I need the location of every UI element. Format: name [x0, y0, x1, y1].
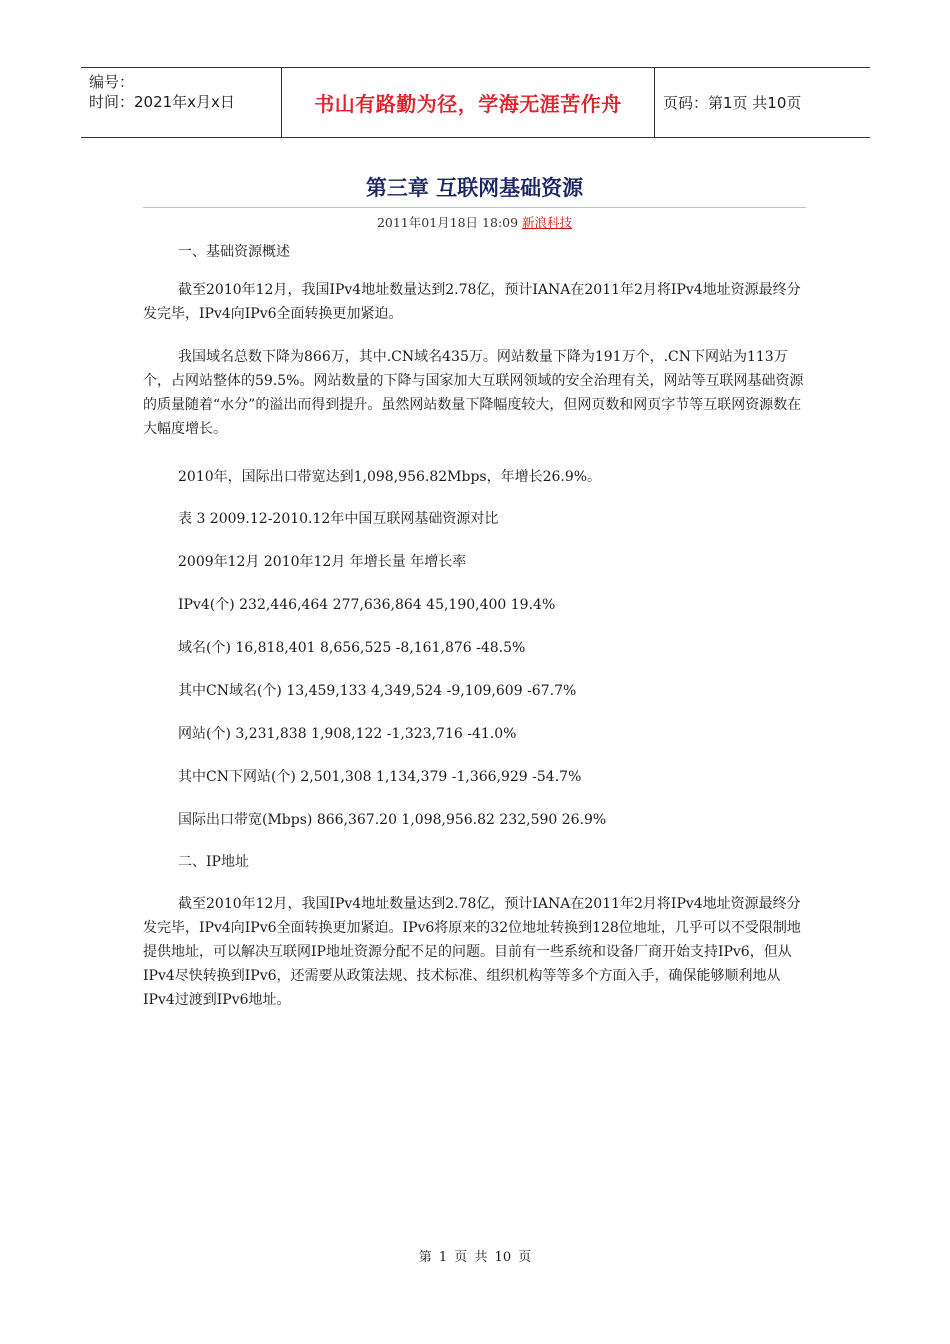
- article-meta: [143, 213, 806, 231]
- header-slogan: 书山有路勤为径，学海无涯苦作舟: [282, 68, 655, 137]
- page-footer: 第 1 页 共 10 页: [418, 1250, 532, 1265]
- title-divider: [143, 207, 806, 208]
- paragraph-2: 我国域名总数下降为866万，其中.CN域名435万。网站数量下降为191万个，.CN下网站为113万个，占网站整体的59.5%。网站数量的下降与国家加大互联网领域的安全治理有关，网站等互联网基础资源的质量随着“水分”的溢出而得到提升。虽然网站数量下降幅度较大，但网页数和网页字节等互联网资源数在大幅度增长。: [143, 349, 804, 437]
- header-page-info: 页码：第1页 共10页: [663, 94, 802, 112]
- paragraph-4: 截至2010年12月，我国IPv4地址数量达到2.78亿，预计IANA在2011年2月将IPv4地址资源最终分发完毕，IPv4向IPv6全面转换更加紧迫。IPv6将原来的32位地址转换到128位地址，几乎可以不受限制地提供地址，可以解决互联网IP地址资源分配不足的问题。目前有一些系统和设备厂商开始支持IPv6，但从IPv4尽快转换到IPv6，还需要从政策法规、技术标准、组织机构等等多个方面入手，确保能够顺利地从IPv4过渡到IPv6地址。: [143, 896, 801, 1008]
- article-title: 第三章 互联网基础资源: [365, 176, 584, 200]
- article-date: 2011年01月18日 18:09: [376, 215, 519, 230]
- paragraph-3: 2010年，国际出口带宽达到1,098,956.82Mbps，年增长26.9%。: [178, 469, 602, 485]
- table-row: 其中CN下网站(个) 2,501,308 1,134,379 -1,366,929 -54.7%: [178, 769, 582, 785]
- section-heading-1: 一、基础资源概述: [178, 244, 290, 260]
- document-header: [81, 67, 870, 138]
- table-row: 域名(个) 16,818,401 8,656,525 -8,161,876 -48.5%: [178, 640, 526, 656]
- number-label: 编号：: [89, 73, 135, 91]
- table-row: 其中CN域名(个) 13,459,133 4,349,524 -9,109,609 -67.7%: [178, 683, 577, 699]
- paragraph-1: 截至2010年12月，我国IPv4地址数量达到2.78亿，预计IANA在2011年2月将IPv4地址资源最终分发完毕，IPv4向IPv6全面转换更加紧迫。: [143, 282, 801, 322]
- source-link[interactable]: 新浪科技: [522, 215, 573, 230]
- time-label: 时间：2021年x月x日: [89, 93, 235, 111]
- table-row: IPv4(个) 232,446,464 277,636,864 45,190,400 19.4%: [178, 597, 556, 613]
- table-row: 网站(个) 3,231,838 1,908,122 -1,323,716 -41.0%: [178, 726, 517, 742]
- header-info-cell: [81, 68, 282, 137]
- section-heading-2: 二、IP地址: [178, 854, 249, 870]
- table-caption: 表 3 2009.12-2010.12年中国互联网基础资源对比: [178, 511, 499, 527]
- table-header-row: 2009年12月 2010年12月 年增长量 年增长率: [178, 554, 467, 570]
- table-row: 国际出口带宽(Mbps) 866,367.20 1,098,956.82 232,590 26.9%: [178, 812, 607, 828]
